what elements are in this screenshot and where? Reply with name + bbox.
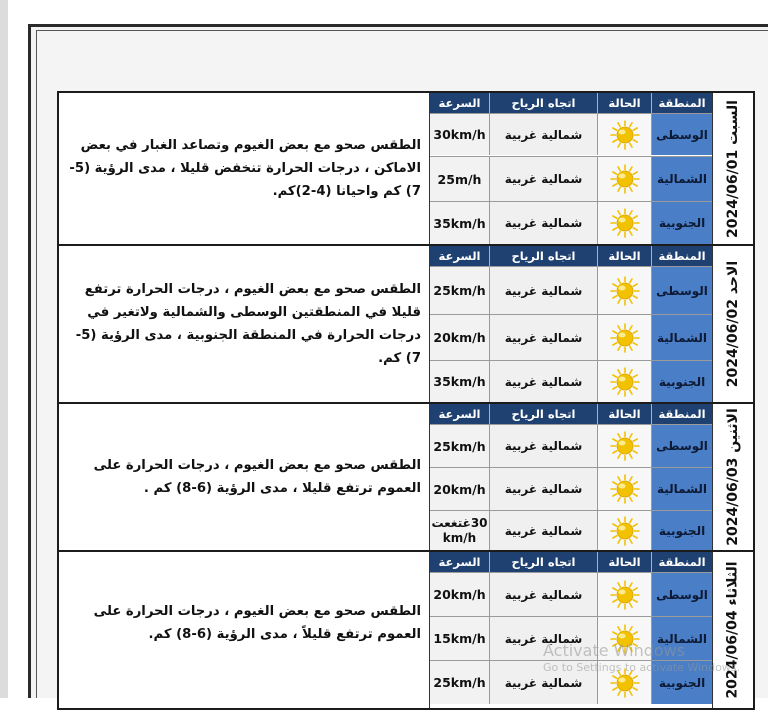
sun-cloud-icon xyxy=(609,579,641,611)
weather-state xyxy=(598,114,652,155)
header-wind-direction: اتجاه الرياح xyxy=(490,246,598,266)
table-row xyxy=(430,314,753,360)
wind-direction: شمالية غربية xyxy=(490,267,598,314)
forecast-day xyxy=(57,244,755,404)
weather-state xyxy=(598,202,652,244)
wind-direction: شمالية غربية xyxy=(490,617,598,660)
header-region: المنطقة xyxy=(652,93,712,113)
header-speed: السرعة xyxy=(430,93,490,113)
weather-state xyxy=(598,511,652,550)
forecast-day xyxy=(57,402,755,552)
weather-state xyxy=(598,573,652,616)
weather-state xyxy=(598,361,652,402)
weather-state xyxy=(598,267,652,314)
description-text: الطقس صحو مع بعض الغيوم ، درجات الحرارة ترتفع قليلا في المنطقتين الوسطى والشمالية ولاتغير في درجات الحرارة في المنطقة الجنوبية ، مدى الرؤية (5-7) كم. xyxy=(75,282,421,366)
forecast-description xyxy=(59,246,429,402)
sun-cloud-icon xyxy=(609,275,641,307)
sun-cloud-icon xyxy=(609,207,641,239)
wind-speed: 35km/h xyxy=(430,361,490,402)
wind-direction: شمالية غربية xyxy=(490,468,598,510)
header-wind-direction: اتجاه الرياح xyxy=(490,404,598,424)
sun-cloud-icon xyxy=(609,119,641,151)
wind-speed: 20km/h xyxy=(430,468,490,510)
region-name: الجنوبية xyxy=(652,361,712,402)
table-row xyxy=(430,266,753,314)
header-speed: السرعة xyxy=(430,246,490,266)
sun-cloud-icon xyxy=(609,163,641,195)
header-state: الحالة xyxy=(598,93,652,113)
table-row xyxy=(430,156,753,201)
header-region: المنطقة xyxy=(652,552,712,572)
wind-direction: شمالية غربية xyxy=(490,661,598,704)
region-name: الجنوبية xyxy=(652,202,712,244)
wind-speed: 25km/h xyxy=(430,267,490,314)
weather-state xyxy=(598,157,652,201)
forecast-date xyxy=(712,93,753,244)
wind-direction: شمالية غربية xyxy=(490,573,598,616)
header-wind-direction: اتجاه الرياح xyxy=(490,93,598,113)
forecast-grid xyxy=(429,93,753,244)
sun-cloud-icon xyxy=(609,515,641,547)
wind-speed: 30غتغعت km/h xyxy=(430,511,490,550)
region-name: الشمالية xyxy=(652,315,712,360)
date-text: السبت 2024/06/01 xyxy=(725,99,741,238)
region-name: الوسطى xyxy=(652,425,712,467)
header-state: الحالة xyxy=(598,246,652,266)
wind-direction: شمالية غربية xyxy=(490,114,598,155)
forecast-description xyxy=(59,93,429,244)
forecast-date xyxy=(712,552,753,708)
forecast-date xyxy=(712,404,753,550)
wind-direction: شمالية غربية xyxy=(490,361,598,402)
forecast-day xyxy=(57,91,755,246)
weather-state xyxy=(598,425,652,467)
table-row xyxy=(430,360,753,402)
header-speed: السرعة xyxy=(430,552,490,572)
watermark-subtitle: Go to Settings to activate Windows. xyxy=(543,661,741,674)
wind-direction: شمالية غربية xyxy=(490,157,598,201)
left-edge xyxy=(0,0,8,698)
wind-speed: 20km/h xyxy=(430,573,490,616)
forecast-date xyxy=(712,246,753,402)
forecast-grid xyxy=(429,246,753,402)
header-wind-direction: اتجاه الرياح xyxy=(490,552,598,572)
forecast-grid xyxy=(429,404,753,550)
forecast-grid xyxy=(429,552,753,708)
region-name: الجنوبية xyxy=(652,511,712,550)
header-state: الحالة xyxy=(598,404,652,424)
wind-speed: 25km/h xyxy=(430,425,490,467)
region-name: الوسطى xyxy=(652,573,712,616)
table-row xyxy=(430,510,753,550)
forecast-day xyxy=(57,550,755,710)
wind-speed: 35km/h xyxy=(430,202,490,244)
table-row xyxy=(430,467,753,510)
date-text: الاحد 2024/06/02 xyxy=(725,260,741,388)
region-name: الوسطى xyxy=(652,267,712,314)
watermark-title: Activate Windows xyxy=(543,641,686,660)
description-text: الطقس صحو مع بعض الغيوم ، درجات الحرارة على العموم ترتفع قليلاً ، مدى الرؤية (6-8) كم. xyxy=(93,604,421,642)
date-text: الثلاثاء 2024/06/04 xyxy=(725,561,742,699)
date-text: الاثنين 2024/06/03 xyxy=(725,408,742,546)
description-text: الطقس صحو مع بعض الغيوم ، درجات الحرارة على العموم ترتفع قليلا ، مدى الرؤية (6-8) كم . xyxy=(93,458,421,496)
weather-state xyxy=(598,315,652,360)
region-name: الجنوبية xyxy=(652,661,712,704)
wind-speed: 25km/h xyxy=(430,661,490,704)
wind-speed: 30km/h xyxy=(430,114,490,155)
sun-cloud-icon xyxy=(609,322,641,354)
wind-direction: شمالية غربية xyxy=(490,511,598,550)
forecast-description xyxy=(59,552,429,694)
table-row xyxy=(430,572,753,616)
activate-windows-watermark xyxy=(543,641,740,674)
weather-state xyxy=(598,468,652,510)
header-region: المنطقة xyxy=(652,246,712,266)
forecast-description xyxy=(59,404,429,550)
table-row xyxy=(430,424,753,467)
region-name: الشمالية xyxy=(652,617,712,660)
region-name: الشمالية xyxy=(652,157,712,201)
wind-direction: شمالية غربية xyxy=(490,425,598,467)
header-speed: السرعة xyxy=(430,404,490,424)
sun-cloud-icon xyxy=(609,366,641,398)
sun-cloud-icon xyxy=(609,430,641,462)
region-name: الوسطى xyxy=(652,114,712,155)
wind-direction: شمالية غربية xyxy=(490,202,598,244)
header-state: الحالة xyxy=(598,552,652,572)
wind-speed: 20km/h xyxy=(430,315,490,360)
description-text: الطقس صحو مع بعض الغيوم وتصاعد الغبار في بعض الاماكن ، درجات الحرارة تنخفض قليلا ، مدى الرؤية (5-7) كم واحيانا (4-2)كم. xyxy=(69,138,421,199)
region-name: الشمالية xyxy=(652,468,712,510)
wind-direction: شمالية غربية xyxy=(490,315,598,360)
sun-cloud-icon xyxy=(609,473,641,505)
header-region: المنطقة xyxy=(652,404,712,424)
wind-speed: 25m/h xyxy=(430,157,490,201)
table-row xyxy=(430,201,753,244)
table-row xyxy=(430,113,753,155)
wind-speed: 15km/h xyxy=(430,617,490,660)
